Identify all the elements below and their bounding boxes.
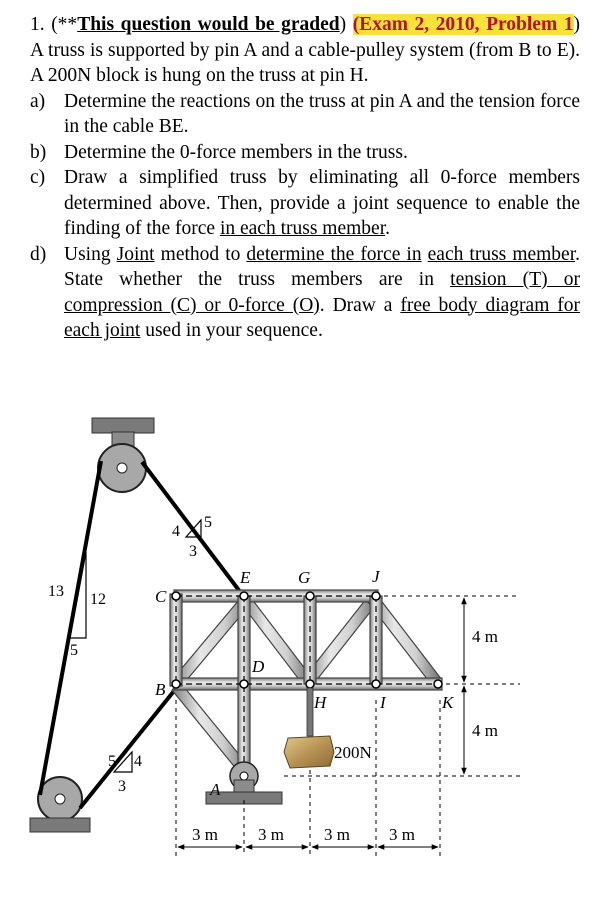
part-b xyxy=(30,140,580,166)
slope-left-c: 5 xyxy=(70,642,78,659)
part-d-text-1: Using xyxy=(64,243,117,265)
part-c-label: c) xyxy=(30,167,46,188)
pulley-bottom-hub xyxy=(55,794,65,804)
slope-lower-c: 3 xyxy=(118,778,126,795)
slope-triangle-upper xyxy=(172,514,212,560)
part-d-end: used in your sequence. xyxy=(140,320,323,341)
pin-I xyxy=(372,680,380,688)
ceiling-bar xyxy=(92,418,154,433)
pin-J xyxy=(372,592,380,600)
label-C: C xyxy=(155,587,167,606)
pin-E xyxy=(240,592,248,600)
pin-D xyxy=(240,680,248,688)
slope-upper-b: 5 xyxy=(204,514,212,531)
slope-left-a: 13 xyxy=(48,583,64,600)
label-J: J xyxy=(372,567,380,586)
part-d-text-5: . Draw a xyxy=(319,294,401,316)
pin-G xyxy=(306,592,314,600)
pulley-top-hub xyxy=(117,463,127,473)
slope-upper-a: 4 xyxy=(172,523,180,540)
pin-B xyxy=(172,680,180,688)
pin-K xyxy=(434,680,442,688)
dim-vertical-lower: 4 m xyxy=(472,721,498,740)
pin-H xyxy=(306,680,314,688)
slope-upper-c: 3 xyxy=(189,543,197,560)
part-c-underline: in each truss member xyxy=(219,218,386,239)
part-d-underline-3: each truss member xyxy=(427,243,576,265)
open-paren: (** xyxy=(51,14,78,35)
label-H: H xyxy=(314,693,327,712)
problem-statement xyxy=(30,12,580,89)
ground-base-left xyxy=(30,818,90,832)
dim-vertical-upper: 4 m xyxy=(472,627,498,646)
part-b-label: b) xyxy=(30,141,47,163)
part-a xyxy=(30,89,580,140)
graded-note: This question would be graded xyxy=(77,14,340,35)
problem-statement-text: ) A truss is supported by pin A and a cable-pulley system (from B to E). A 200N block is hung on the truss at pin H. xyxy=(30,14,581,86)
part-d-underline-5: free body diagram for each joint xyxy=(64,294,580,341)
close-paren: ) xyxy=(339,14,347,35)
truss-figure xyxy=(0,400,606,922)
problem-text xyxy=(30,12,580,344)
dim-horizontal-4: 3 m xyxy=(389,825,415,844)
pin-C xyxy=(172,592,180,600)
slope-lower-b: 4 xyxy=(134,753,142,770)
label-I: I xyxy=(380,693,386,712)
part-b-text: Determine the 0-force members in the truss. xyxy=(64,141,408,163)
chain xyxy=(307,688,313,736)
label-G: G xyxy=(298,568,311,587)
pin-A-bracket xyxy=(234,780,254,792)
load-block xyxy=(284,736,334,768)
dim-horizontal-3: 3 m xyxy=(324,825,350,844)
part-d-underline-4: tension (T) or compression (C) or 0-force (O) xyxy=(64,269,581,316)
dim-horizontal-1: 3 m xyxy=(192,825,218,844)
dim-horizontal-2: 3 m xyxy=(258,825,284,844)
pin-A xyxy=(240,772,248,780)
label-D: D xyxy=(252,657,265,676)
exam-reference: (Exam 2, 2010, Problem 1 xyxy=(352,14,574,35)
label-B: B xyxy=(155,680,166,699)
part-a-text: Determine the reactions on the truss at pin A and the tension force in the cable BE. xyxy=(64,90,580,137)
slope-triangle-lower xyxy=(108,752,142,795)
problem-number: 1. xyxy=(30,14,45,35)
part-c-end: . xyxy=(385,218,390,239)
load-label: 200N xyxy=(334,743,372,762)
part-c xyxy=(30,165,580,242)
part-d-text-2: method to xyxy=(154,243,247,265)
part-a-label: a) xyxy=(30,90,46,112)
slope-left-b: 12 xyxy=(90,591,106,608)
part-d-text-4: . State whether the truss members are in xyxy=(64,243,581,290)
part-d-underline-1: Joint xyxy=(116,243,155,265)
slope-lower-a: 5 xyxy=(108,753,116,770)
part-d-label: d) xyxy=(30,243,47,265)
label-K: K xyxy=(442,693,454,712)
label-A: A xyxy=(210,780,221,799)
part-c-text: Draw a simplified truss by eliminating all 0-force members determined above. Then, provide a joint sequence to enable the finding of the force xyxy=(64,167,580,239)
part-d xyxy=(30,242,580,344)
member-ED xyxy=(240,594,312,686)
part-d-underline-2: determine the force in xyxy=(246,243,422,265)
label-E: E xyxy=(240,568,251,587)
slope-triangle-left xyxy=(48,552,106,659)
